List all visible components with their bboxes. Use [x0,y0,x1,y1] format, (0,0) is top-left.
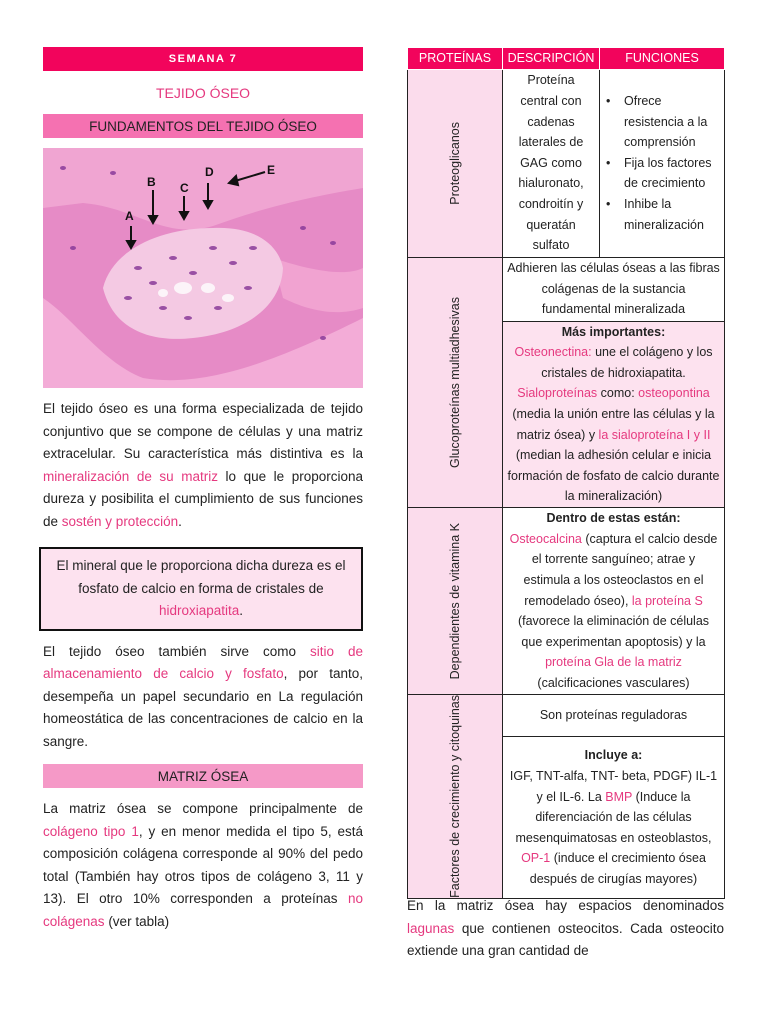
micro-label-a: A [125,209,134,223]
list-item: • Ofrece resistencia a la comprensión [602,91,722,153]
cell-description: Adhieren las células óseas a las fibras colágenas de la sustancia fundamental mineralizada [503,257,725,321]
cell-description: Proteína central con cadenas laterales de GAG como hialuronato, condroitín y queratán sulfato [503,69,600,257]
category-factores: Factores de crecimiento y citoquinas [408,694,503,898]
section-header-fundamentos: FUNDAMENTOS DEL TEJIDO ÓSEO [43,114,363,138]
page-title: TEJIDO ÓSEO [155,85,251,101]
callout-box: El mineral que le proporciona dicha dureza es el fosfato de calcio en forma de cristales de hidroxiapatita. [39,547,363,631]
micro-label-e: E [267,163,276,177]
section-header-matriz: MATRIZ ÓSEA [43,764,363,788]
left-column [43,47,363,933]
paragraph-matriz: La matriz ósea se compone principalmente de colágeno tipo 1, y en menor medida el tipo 5, está composición colágena corresponde al 90% del pedo total (También hay otros tipos de colágeno 3, 11 y 13). El otro 10% corresponden a proteínas no colágenas (ver tabla) [43,801,363,929]
cell-detail: Más importantes: Osteonectina: une el colágeno y los cristales de hidroxiapatita. Sialoproteínas como: osteopontina (media la unión entre las células y la matriz ósea) y la sialoproteína I y II (median la adhesión celular e inicia formación de fosfato de calcio durante la mineralización) [503,321,725,507]
col-header-functions: FUNCIONES [600,48,725,70]
week-banner [43,47,363,71]
table-row [408,507,725,694]
list-item: • Inhibe la mineralización [602,194,722,235]
category-glucoproteinas: Glucoproteínas multiadhesivas [408,257,503,507]
col-header-proteins: PROTEÍNAS [408,48,503,70]
proteins-table [407,47,725,899]
week-label: SEMANA 7 [168,53,238,65]
micro-label-b: B [147,175,156,189]
bone-tissue-micrograph [43,148,363,388]
table-row [408,257,725,321]
table-header-row [408,48,725,70]
paragraph-lagunas: En la matriz ósea hay espacios denominados lagunas que contienen osteocitos. Cada osteocito extiende una gran cantidad de [407,898,724,958]
list-item: • Fija los factores de crecimiento [602,153,722,194]
category-vitamina-k: Dependientes de vitamina K [408,507,503,694]
cell-functions [600,69,725,257]
table-row [408,69,725,257]
micro-label-c: C [180,181,189,195]
cell-detail: Incluye a: IGF, TNT-alfa, TNT- beta, PDGF) IL-1 y el IL-6. La BMP (Induce la diferenciación de las células mesenquimatosas en osteoblastos, OP-1 (induce el crecimiento ósea después de cirugías mayores) [503,737,725,899]
micro-label-d: D [205,165,214,179]
table-row [408,694,725,736]
paragraph-intro: El tejido óseo es una forma especializada de tejido conjuntivo que se compone de células y una matriz extracelular. Su característica más distintiva es la mineralización de su matriz lo que le proporciona dureza y posibilita el cumplimiento de sus funciones de sostén y protección. [43,401,364,529]
cell-detail: Dentro de estas están: Osteocalcina (captura el calcio desde el torrente sanguíneo; atrae y estimula a los osteoclastos en el remodelado óseo), la proteína S (favorece la eliminación de células que experimentan apoptosis) y la proteína Gla de la matriz (calcificaciones vasculares) [503,507,725,694]
cell-description: Son proteínas reguladoras [503,694,725,736]
category-proteoglicanos: Proteoglicanos [408,69,503,257]
col-header-description: DESCRIPCIÓN [503,48,600,70]
paragraph-storage: El tejido óseo también sirve como sitio de almacenamiento de calcio y fosfato, por tanto, desempeña un papel secundario en La regulación homeostática de las concentraciones de calcio en la sangre. [43,643,363,749]
